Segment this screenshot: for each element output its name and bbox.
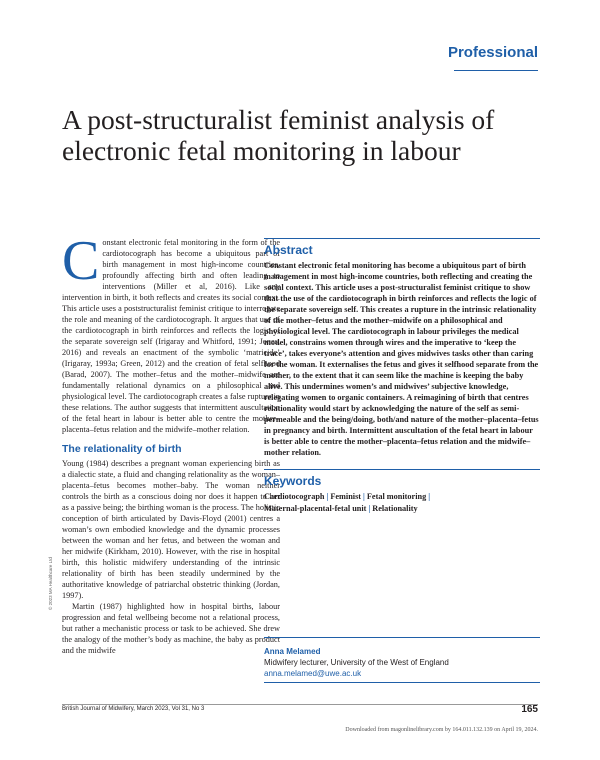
keyword-item: Cardiotocograph — [264, 492, 325, 501]
intro-paragraph — [62, 230, 280, 435]
keyword-list — [264, 491, 540, 515]
drop-cap: C — [62, 230, 100, 292]
copyright-vertical: © 2023 MA Healthcare Ltd — [48, 557, 53, 610]
intro-text: onstant electronic fetal monitoring in the form of the cardiotocograph has become a ubiquitous part of birth management in most high-income countries, profoundly affecting birth and often leading to interventions (Miller et al, 2016). Like any intervention in birth, it both reflects and creates its social context. This article uses a poststructuralist feminist critique to interrogate the role and meaning of the cardiotocograph. It argues that use of the cardiotocograph in birth reinforces and reflects the logic of the separate sovereign self (Irigaray and Whitford, 1991; Jones, 2016) and reveals an enactment of the symbolic ‘matricide’ (Irigaray, 1993a; Green, 2012) and the creation of fetal selfhood (Barad, 2007). The mother–fetus and the mother–midwife are fundamentally relational dynamics on a philosophical and physiological level. The cardiotocograph creates a false rupture in these relations. The author suggests that intermittent auscultation of the fetal heart in labour is better able to centre the mother–placenta–fetus relation and the midwife–mother relation. — [62, 238, 280, 434]
keyword-line-1 — [264, 491, 540, 503]
keywords-heading: Keywords — [264, 474, 322, 488]
keyword-item: Feminist — [330, 492, 362, 501]
abstract-rule — [264, 238, 540, 239]
keyword-separator: | — [428, 492, 431, 501]
keyword-separator: | — [368, 504, 371, 513]
abstract-heading: Abstract — [264, 243, 313, 257]
footer-journal: British Journal of Midwifery, March 2023, Vol 31, No 3 — [62, 706, 205, 712]
author-box — [264, 637, 540, 683]
left-column — [62, 230, 280, 656]
abstract-panel — [264, 238, 540, 515]
keyword-separator: | — [363, 492, 365, 501]
page-number: 165 — [521, 704, 538, 715]
keyword-separator: | — [326, 492, 329, 501]
body-paragraph-2: Martin (1987) highlighted how in hospital births, labour progression and fetal wellbeing become not a relational process, but rather a mechanistic process or task to be achieved. She drew the analogy of the mother’s body as machine, the baby as product and the midwife — [62, 602, 280, 655]
footer-rule — [62, 704, 538, 705]
keywords-section — [264, 469, 540, 515]
section-label: Professional — [447, 44, 538, 61]
body-paragraph-1: Young (1984) describes a pregnant woman experiencing birth as a dialectic state, a fluid and changing relationality as the woman–placenta–fetus becomes mother–baby. The woman neither controls the birth as a conscious doing nor does it happen to her as a passive being; the birthing woman is the process. The holistic conception of birth articulated by Davis-Floyd (2001) centres a woman’s own embodied knowledge and the dynamic processes between the woman and her fetus, and between the woman and her midwife (Kirkham, 2010). However, with the rise in hospital birth, this holistic midwifery understanding of the intrinsic relationality of birth has been steadily undermined by the authoritative knowledge of patriarchal obstetric thinking (Jordan, 1997). — [62, 459, 280, 600]
section-heading: The relationality of birth — [62, 443, 182, 455]
article-title: A post-structuralist feminist analysis of electronic fetal monitoring in labour — [62, 104, 495, 166]
author-name: Anna Melamed — [264, 647, 321, 656]
abstract-text: Constant electronic fetal monitoring has become a ubiquitous part of birth management in most high-income countries, both reflecting and creating the social context. This article uses a post-structuralist feminist critique to show that the use of the cardiotocograph in birth reinforces and reflects the logic of the separate sovereign self. This creates a rupture in the intrinsic relationality of the mother–fetus and the mother–midwife on a philosophical and physiological level. The cardiotocograph in labour privileges the medical model, constrains women through wires and the imperative to ‘keep the trace’, takes everyone’s attention and gives midwives tasks other than caring for the woman. It externalises the fetus and gives it selfhood separate from the mother, to the extent that it can seem like the machine is keeping the baby alive. This undermines women’s and midwives’ subjective knowledge, relegating women to organic containers. A reimagining of birth that centres relationality would start by acknowledging the nature of the self as semi-permeable and the being/doing, both/and nature of the mother–placenta–fetus in pregnancy and birth. Intermittent auscultation of the fetal heart in labour is better able to centre the mother–placenta–fetus relation and the midwife–mother relation. — [264, 261, 539, 457]
keyword-item: Maternal-placental-fetal unit — [264, 504, 367, 513]
keywords-rule — [264, 469, 540, 470]
keyword-line-2 — [264, 503, 540, 515]
author-affiliation: Midwifery lecturer, University of the West of England — [264, 658, 449, 667]
keyword-item: Relationality — [372, 504, 418, 513]
section-rule — [454, 70, 538, 71]
download-notice: Downloaded from magonlinelibrary.com by 164.011.132.139 on April 19, 2024. — [345, 727, 538, 733]
keyword-item: Fetal monitoring — [366, 492, 427, 501]
author-email-link[interactable]: anna.melamed@uwe.ac.uk — [264, 669, 362, 678]
